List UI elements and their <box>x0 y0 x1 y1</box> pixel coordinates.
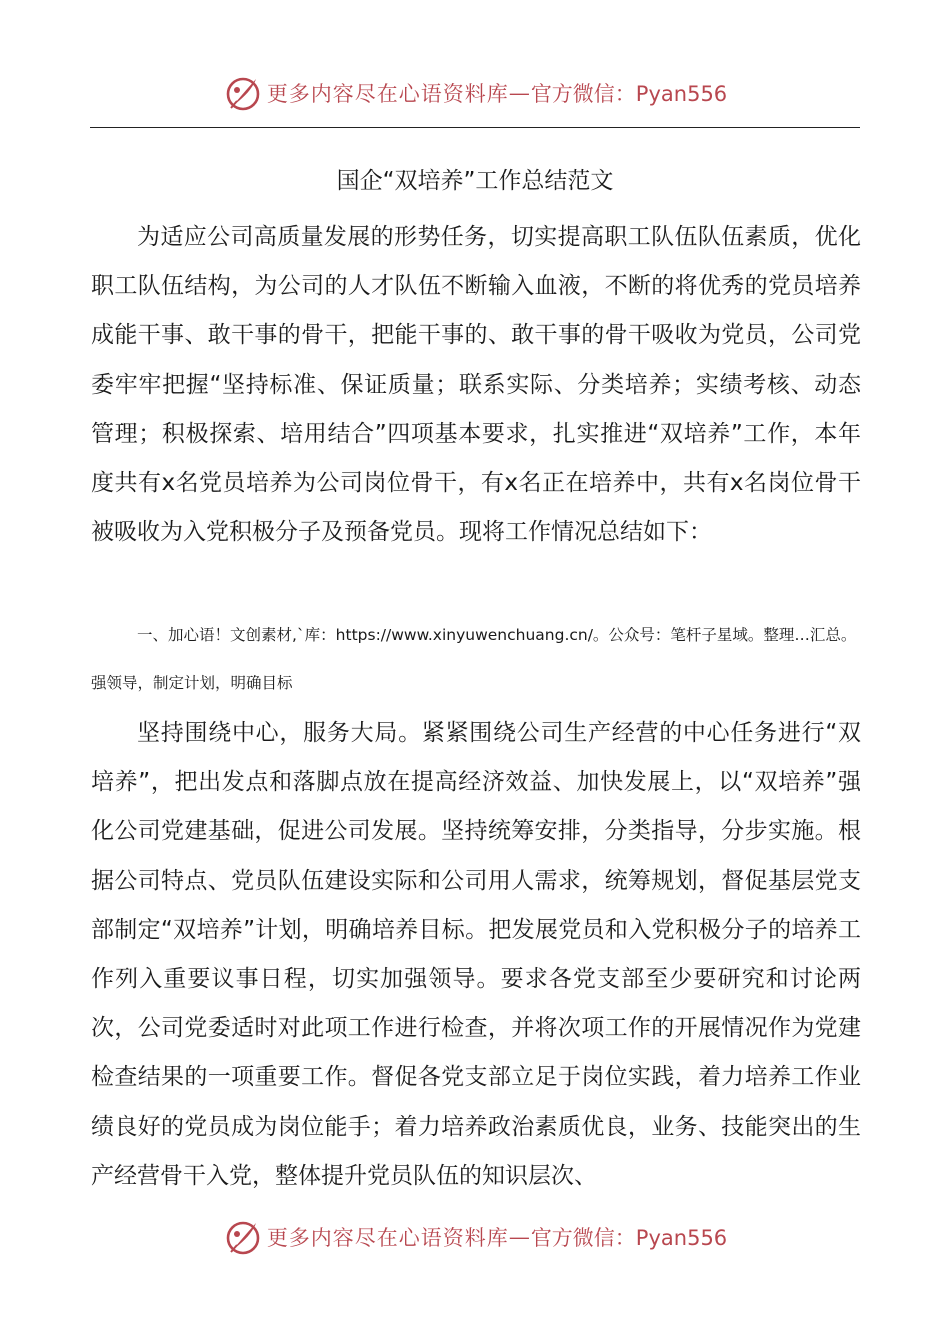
header-divider <box>90 127 860 128</box>
footer-contact-text: 官方微信：Pyan556 <box>530 1226 728 1250</box>
feather-pen-logo-icon <box>223 73 263 113</box>
footer-brand-text: 更多内容尽在心语资料库 <box>266 1226 509 1250</box>
header-brand-text: 更多内容尽在心语资料库 <box>266 82 509 106</box>
footer-banner <box>0 1212 950 1262</box>
header-banner <box>0 68 950 118</box>
body-paragraph-section-1: 坚持围绕中心，服务大局。紧紧围绕公司生产经营的中心任务进行“双培养”，把出发点和落脚点放在提高经济效益、加快发展上，以“双培养”强化公司党建基础，促进公司发展。坚持统筹安排，分类指导，分步实施。根据公司特点、党员队伍建设实际和公司用人需求，统筹规划，督促基层党支部制定“双培养”计划，明确培养目标。把发展党员和入党积极分子的培养工作列入重要议事日程，切实加强领导。要求各党支部至少要研究和讨论两次，公司党委适时对此项工作进行检查，并将次项工作的开展情况作为党建检查结果的一项重要工作。督促各党支部立足于岗位实践，着力培养工作业绩良好的党员成为岗位能手；着力培养政治素质优良，业务、技能突出的生产经营骨干入党，整体提升党员队伍的知识层次、 <box>91 720 861 1189</box>
footer-separator: — <box>508 1225 531 1249</box>
header-separator: — <box>508 81 531 105</box>
body-paragraph-intro: 为适应公司高质量发展的形势任务，切实提高职工队伍队伍素质，优化职工队伍结构，为公司的人才队伍不断输入血液，不断的将优秀的党员培养成能干事、敢干事的骨干，把能干事的、敢干事的骨干吸收为党员，公司党委牢牢把握“坚持标准、保证质量；联系实际、分类培养；实绩考核、动态管理；积极探索、培用结合”四项基本要求，扎实推进“双培养”工作，本年度共有x名党员培养为公司岗位骨干，有x名正在培养中，共有x名岗位骨干被吸收为入党积极分子及预备党员。现将工作情况总结如下： <box>91 224 861 546</box>
document-title: 国企“双培养”工作总结范文 <box>336 168 614 194</box>
header-contact-text: 官方微信：Pyan556 <box>530 82 728 106</box>
section-heading-1: 一、加心语！文创素材,`库：https://www.xinyuwenchuang.cn/。公众号：笔杆子星域。整理…汇总。强领导，制定计划，明确目标 <box>91 626 857 692</box>
feather-pen-logo-icon <box>223 1217 263 1257</box>
